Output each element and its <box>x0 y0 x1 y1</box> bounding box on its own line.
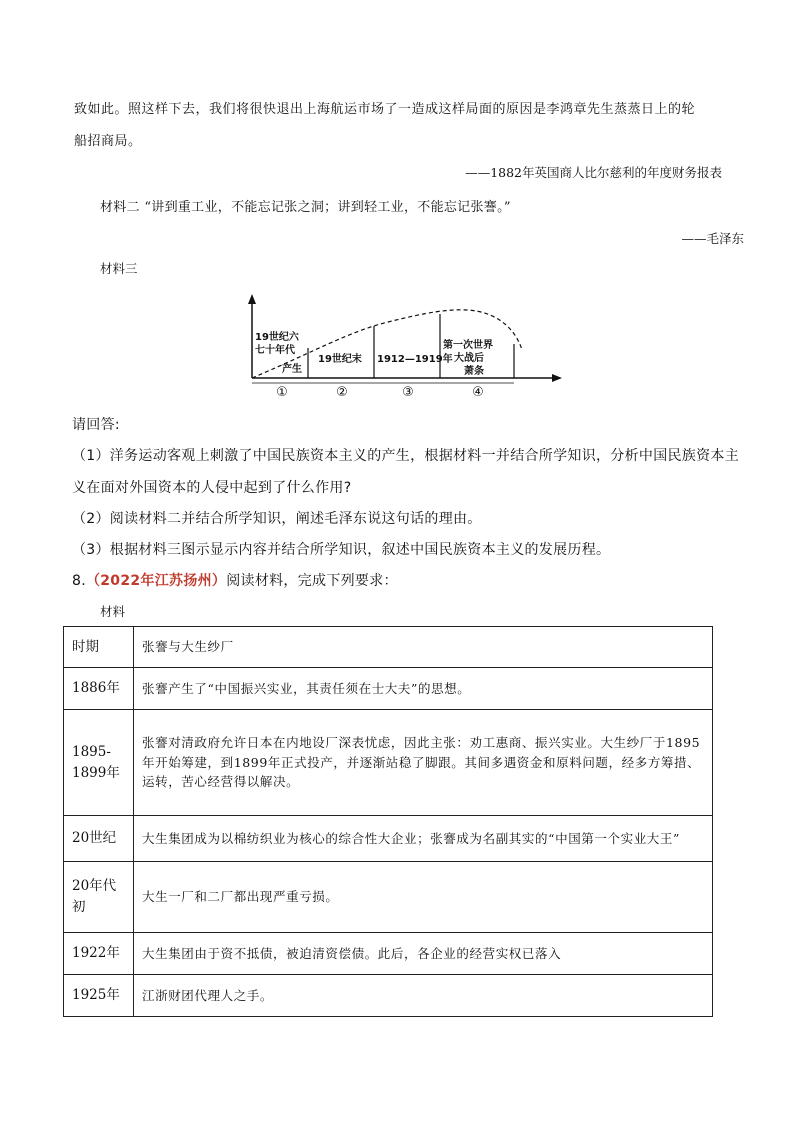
material1-line1: 致如此。照这样下去，我们将很快退出上海航运市场了一造成这样局面的原因是李鸿章先生蒸蒸日上的轮 <box>74 102 696 117</box>
table-cell-content: 大生集团成为以棉纺织业为核心的综合性大企业；张謇成为名副其实的“中国第一个实业大王” <box>134 816 713 862</box>
stage4-label-line1: 第一次世界 <box>443 340 493 351</box>
x-axis-arrow <box>552 374 562 382</box>
table-header-period: 时期 <box>64 627 134 668</box>
table-cell-content: 江浙财团代理人之手。 <box>134 975 713 1017</box>
question-3: （3）根据材料三图示显示内容并结合所学知识，叙述中国民族资本主义的发展历程。 <box>72 542 611 558</box>
stage4-label-line3: 萧条 <box>464 366 484 377</box>
table-cell-content: 张謇产生了“中国振兴实业，其责任须在士大夫”的思想。 <box>134 668 713 710</box>
zhang-jian-table <box>63 626 713 1017</box>
table-row <box>64 710 713 816</box>
question-8-number: 8. <box>72 573 86 589</box>
material2-source: ——毛泽东 <box>681 231 744 246</box>
material-label: 材料 <box>100 604 126 619</box>
table-row <box>64 668 713 710</box>
table-header-content: 张謇与大生纱厂 <box>134 627 713 668</box>
questions-intro: 请回答: <box>72 417 120 433</box>
table-cell-period: 20世纪 <box>64 816 134 862</box>
table-cell-period: 1886年 <box>64 668 134 710</box>
stage3-label: 1912—1919年 <box>377 354 453 365</box>
table-cell-period: 1895-1899年 <box>64 710 134 816</box>
y-axis-arrow <box>248 294 256 304</box>
development-chart <box>238 292 568 402</box>
question-1-line1: （1）洋务运动客观上刺激了中国民族资本主义的产生，根据材料一并结合所学知识，分析中国民族资本主 <box>72 448 740 464</box>
table-row <box>64 862 713 933</box>
table-row <box>64 816 713 862</box>
material1-line2: 船招商局。 <box>74 134 142 149</box>
stage1-label-line1: 19世纪六 <box>255 332 299 343</box>
stage1-label-line2: 七十年代 <box>255 345 295 356</box>
stage2-marker: ② <box>336 385 348 400</box>
table-cell-period: 1925年 <box>64 975 134 1017</box>
stage1-label-line3: 产生 <box>282 364 302 375</box>
table-row <box>64 975 713 1017</box>
stage4-marker: ④ <box>472 385 484 400</box>
table-row <box>64 933 713 975</box>
question-1-line2: 义在面对外国资本的人侵中起到了什么作用? <box>72 480 352 496</box>
stage1-marker: ① <box>276 385 288 400</box>
material3-label: 材料三 <box>100 261 138 276</box>
question-8-source-tag: （2022年江苏扬州） <box>85 573 227 589</box>
material2-text: 材料二 “讲到重工业，不能忘记张之洞；讲到轻工业，不能忘记张謇。” <box>100 200 511 215</box>
question-2: （2）阅读材料二并结合所学知识，阐述毛泽东说这句话的理由。 <box>72 511 482 527</box>
table-cell-content: 大生集团由于资不抵债，被迫清资偿债。此后，各企业的经营实权已落入 <box>134 933 713 975</box>
table-cell-period: 1922年 <box>64 933 134 975</box>
stage4-label-line2: 大战后 <box>454 353 484 364</box>
table-cell-content: 大生一厂和二厂都出现严重亏损。 <box>134 862 713 933</box>
table-header-row <box>64 627 713 668</box>
stage2-label: 19世纪末 <box>318 354 362 365</box>
material1-source: ——1882年英国商人比尔慈利的年度财务报表 <box>465 165 722 180</box>
question-8-heading <box>72 570 398 590</box>
question-8-text: 阅读材料，完成下列要求： <box>226 573 398 589</box>
table-cell-period: 20年代初 <box>64 862 134 933</box>
stage3-marker: ③ <box>402 385 414 400</box>
table-cell-content: 张謇对清政府允许日本在内地设厂深表忧虑，因此主张：劝工惠商、振兴实业。大生纱厂于1895年开始筹建，到1899年正式投产，并逐渐站稳了脚跟。其间多遇资金和原料问题，经多方筹措、运转，苦心经营得以解决。 <box>134 710 713 816</box>
